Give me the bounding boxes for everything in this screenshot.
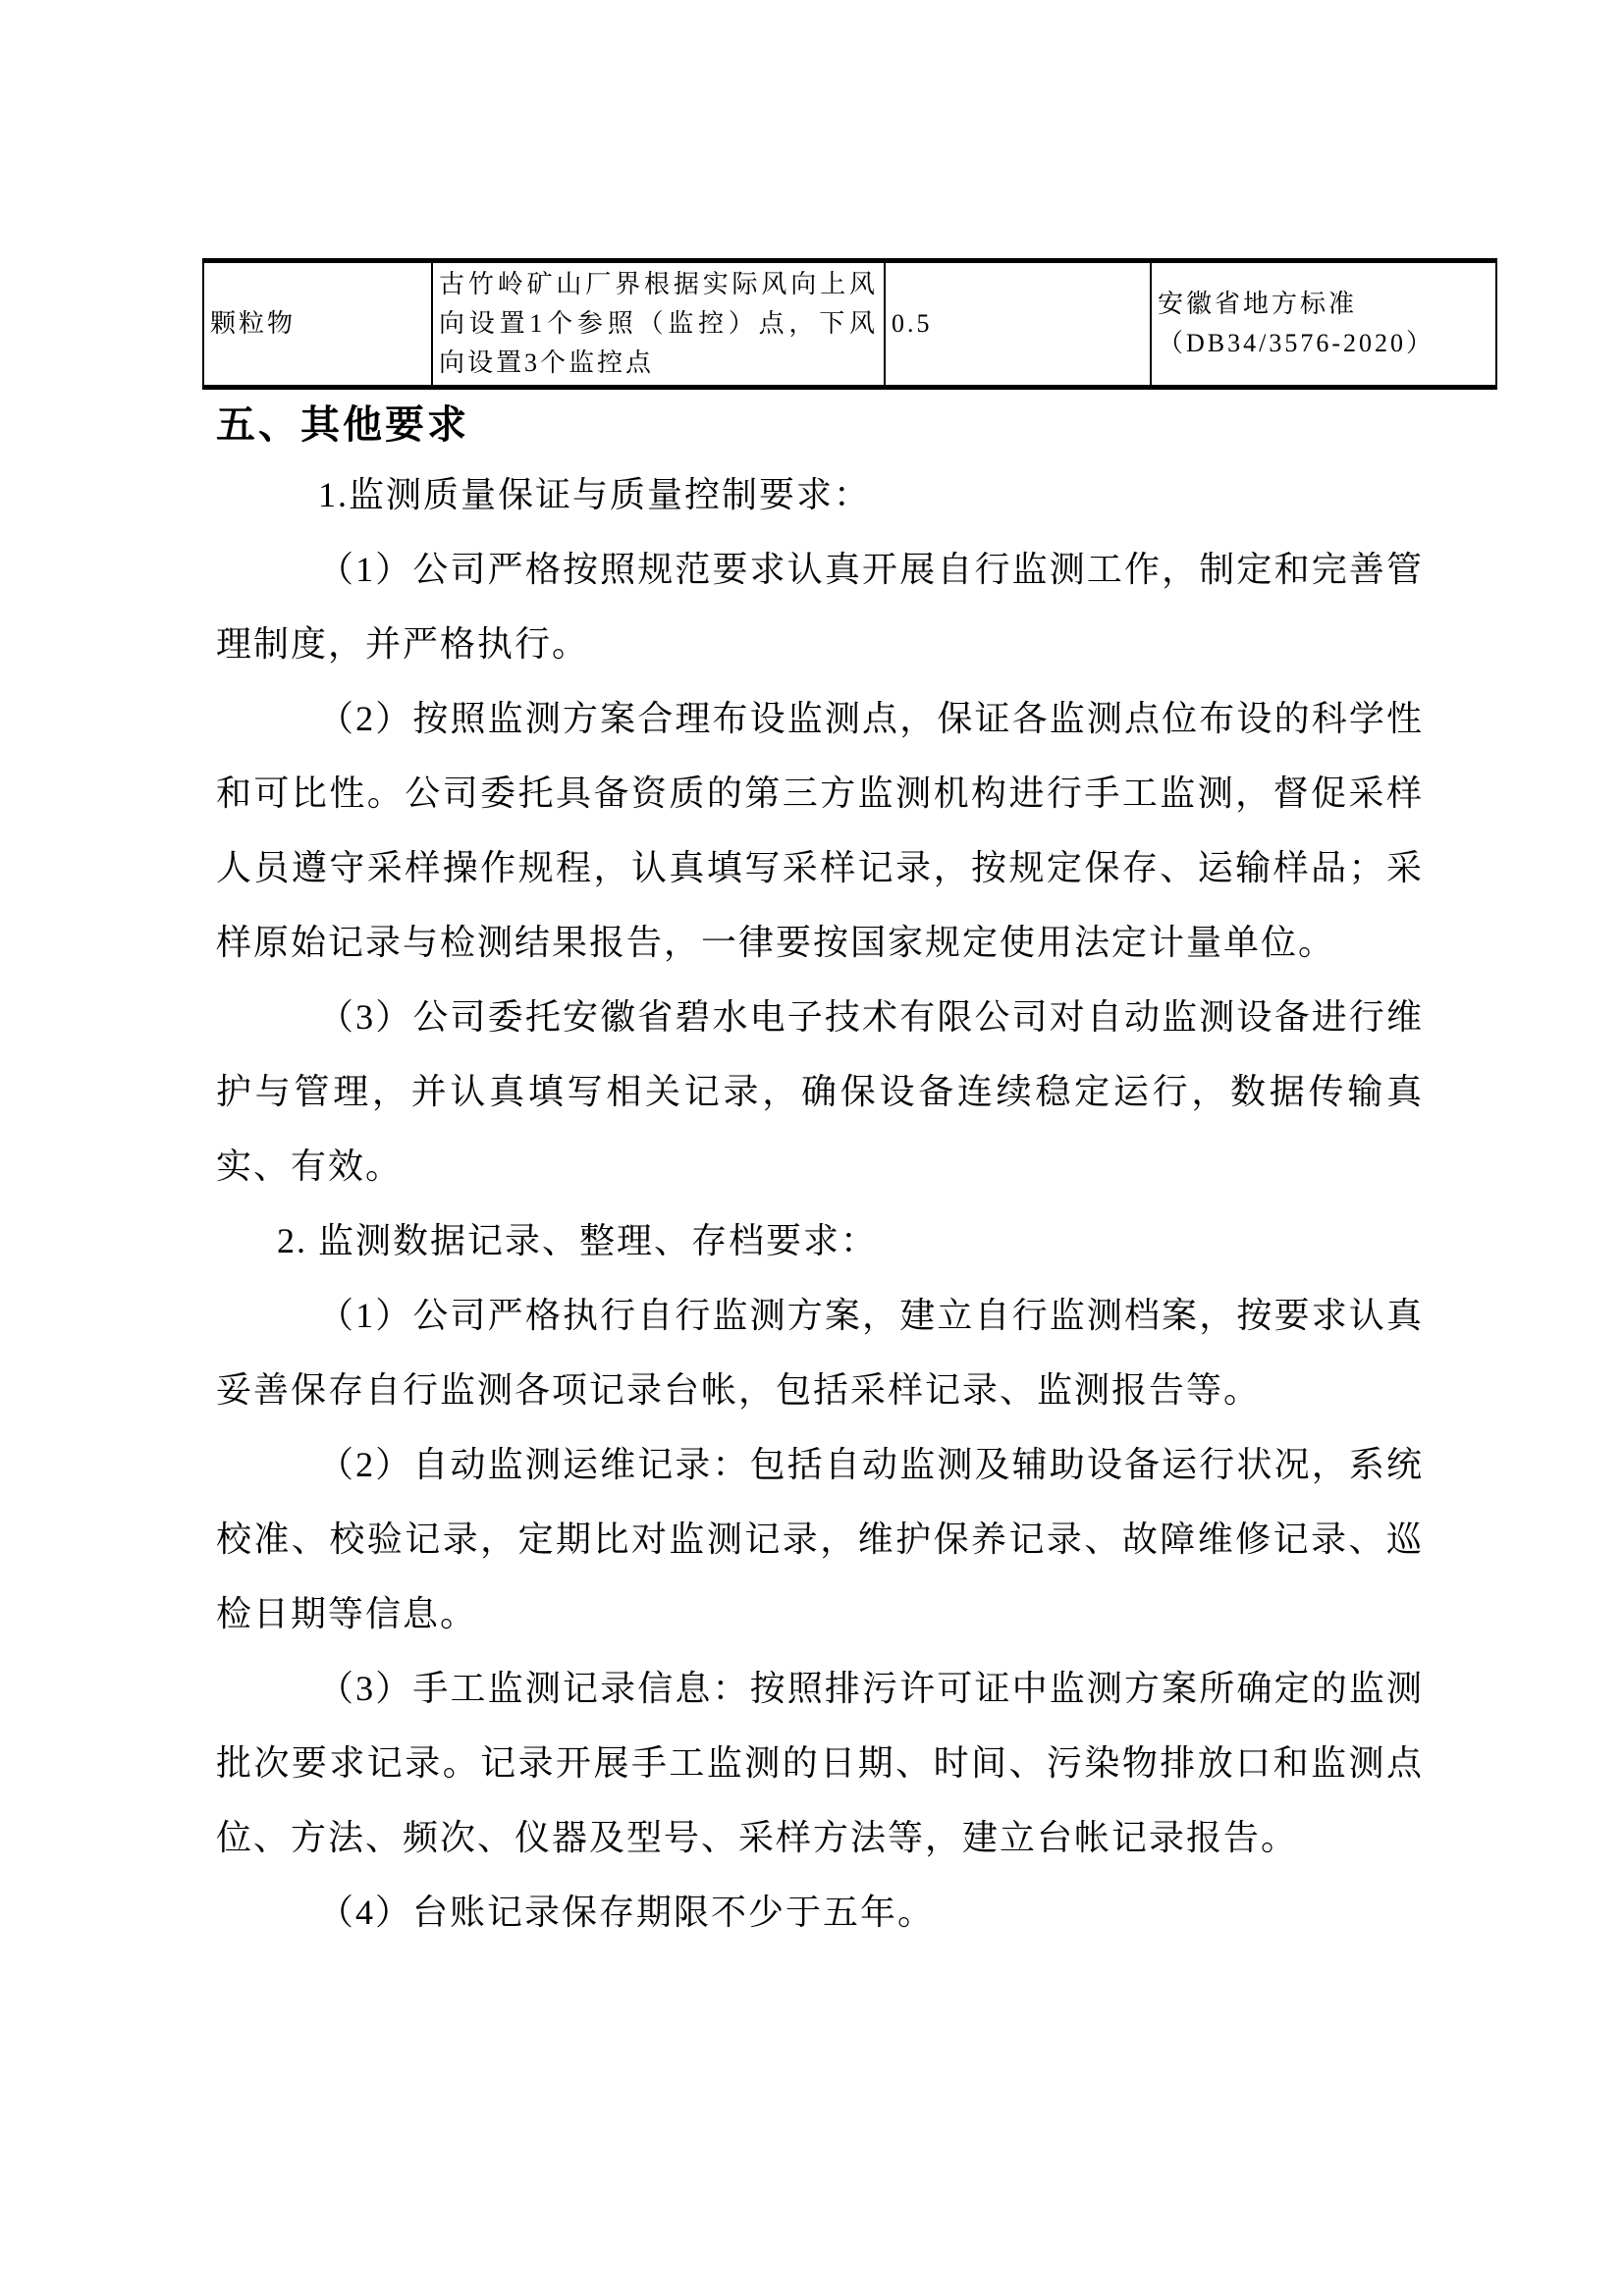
table-cell-monitoring-points xyxy=(432,261,885,388)
limit-value: 0.5 xyxy=(892,309,933,338)
standard-code: （DB34/3576-2020） xyxy=(1158,329,1435,357)
standard-name: 安徽省地方标准 xyxy=(1158,290,1358,318)
paragraph-records-item2: （2）自动监测运维记录：包括自动监测及辅助设备运行状况，系统校准、校验记录，定期比对监测记录，维护保养记录、故障维修记录、巡检日期等信息。 xyxy=(216,1445,1424,1633)
monitoring-points-text: 古竹岭矿山厂界根据实际风向上风向设置1个参照（监控）点，下风向设置3个监控点 xyxy=(439,270,878,377)
paragraph-records-item4: （4）台账记录保存期限不少于五年。 xyxy=(318,1893,936,1932)
table-cell-limit-value xyxy=(885,261,1151,388)
table-cell-standard xyxy=(1151,261,1496,388)
paragraph-qa-item1: （1）公司严格按照规范要求认真开展自行监测工作，制定和完善管理制度，并严格执行。 xyxy=(216,550,1424,664)
paragraph-qa-item3: （3）公司委托安徽省碧水电子技术有限公司对自动监测设备进行维护与管理，并认真填写相关记录，确保设备连续稳定运行，数据传输真实、有效。 xyxy=(216,997,1424,1186)
paragraph-records-title: 2. 监测数据记录、整理、存档要求： xyxy=(277,1221,879,1260)
section-heading: 五、其他要求 xyxy=(216,402,469,447)
paragraph-qa-title: 1.监测质量保证与质量控制要求： xyxy=(318,475,872,514)
paragraph-records-item3: （3）手工监测记录信息：按照排污许可证中监测方案所确定的监测批次要求记录。记录开展手工监测的日期、时间、污染物排放口和监测点位、方法、频次、仪器及型号、采样方法等，建立台帐记录报告。 xyxy=(216,1669,1424,1857)
pollutant-name: 颗粒物 xyxy=(210,309,297,338)
paragraph-qa-item2: （2）按照监测方案合理布设监测点，保证各监测点位布设的科学性和可比性。公司委托具备资质的第三方监测机构进行手工监测，督促采样人员遵守采样操作规程，认真填写采样记录，按规定保存、运输样品；采样原始记录与检测结果报告，一律要按国家规定使用法定计量单位。 xyxy=(216,699,1424,962)
monitoring-table xyxy=(202,258,1497,390)
paragraph-records-item1: （1）公司严格执行自行监测方案，建立自行监测档案，按要求认真妥善保存自行监测各项记录台帐，包括采样记录、监测报告等。 xyxy=(216,1296,1424,1410)
table-row xyxy=(203,261,1496,388)
section-body xyxy=(216,457,1424,1949)
table-cell-pollutant xyxy=(203,261,432,388)
